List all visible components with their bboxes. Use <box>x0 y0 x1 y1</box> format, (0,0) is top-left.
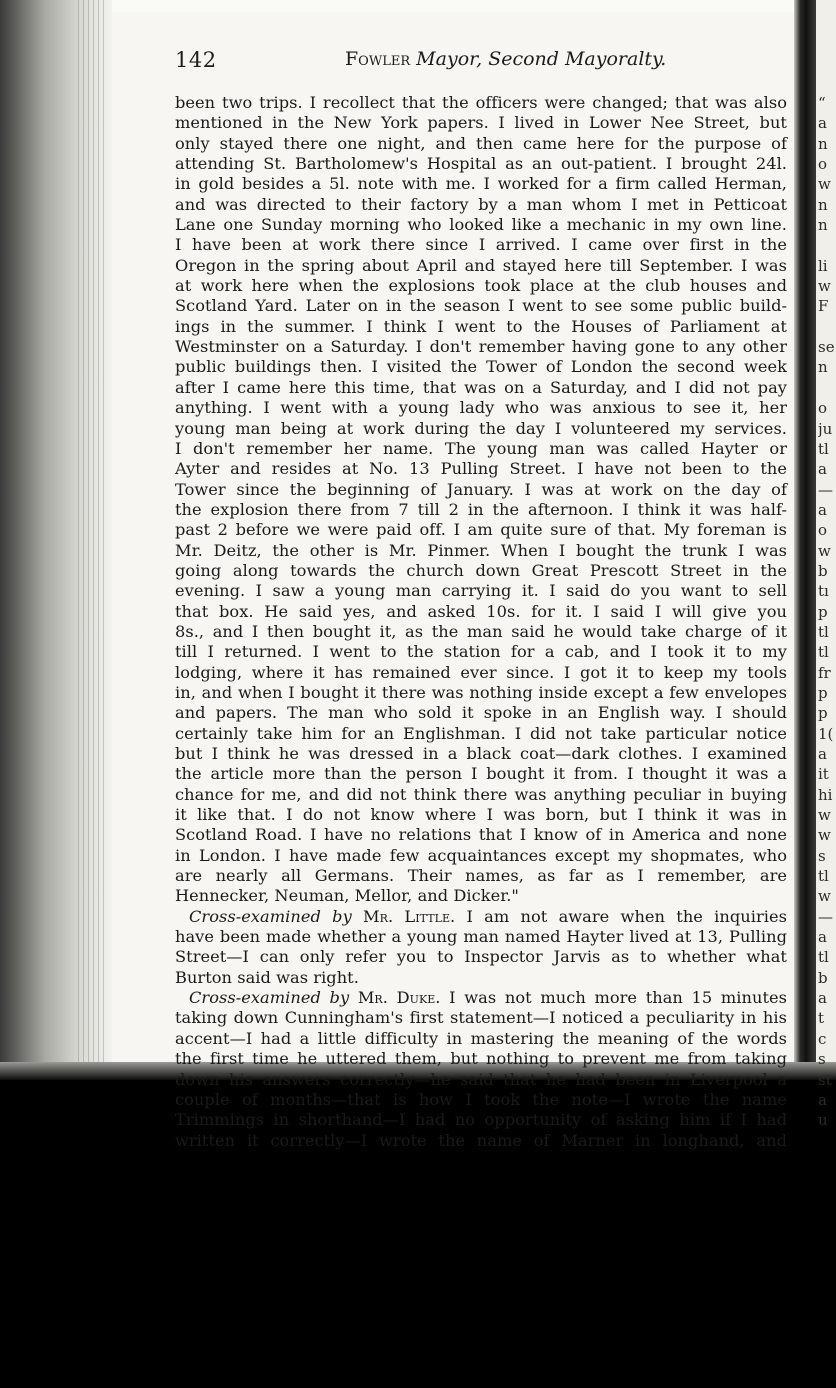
sliver-fragment: s <box>818 1050 826 1069</box>
text-line: Lane one Sunday morning who looked like a mechanic in my own line. <box>175 215 787 235</box>
sliver-fragment: — <box>818 480 833 499</box>
sliver-fragment: a <box>818 114 827 133</box>
text-line: Tower since the beginning of January. I was at work on the day of <box>175 479 787 499</box>
text-line: I have been at work there since I arrived. I came over first in the <box>175 235 787 255</box>
text-line: Hennecker, Neuman, Mellor, and Dicker." <box>175 886 519 906</box>
sliver-fragment: it <box>818 765 829 784</box>
text-line: Westminster on a Saturday. I don't remember having gone to any other <box>175 337 787 357</box>
sliver-fragment: p <box>818 602 828 621</box>
text-line: Burton said was right. <box>175 967 359 987</box>
text-line: after I came here this time, that was on a Saturday, and I did not pay <box>175 377 787 397</box>
text-line: ings in the summer. I think I went to the Houses of Parliament at <box>175 316 787 336</box>
text-line: Scotland Yard. Later on in the season I went to see some public build- <box>175 296 787 316</box>
text-line: going along towards the church down Great Prescott Street in the <box>175 560 787 580</box>
sliver-fragment: w <box>818 541 831 560</box>
sliver-fragment: hi <box>818 785 833 804</box>
text-line: accent—I had a little difficulty in mastering the meaning of the words <box>175 1028 787 1048</box>
text-line: lodging, where it has remained ever since. I got it to keep my tools <box>175 662 787 682</box>
sliver-fragment: t <box>818 1009 825 1028</box>
text-line: the first time he uttered them, but nothing to prevent me from taking <box>175 1049 787 1069</box>
text-line: certainly take him for an Englishman. I did not take particular notice <box>175 723 787 743</box>
text-line: Ayter and resides at No. 13 Pulling Street. I have not been to the <box>175 459 787 479</box>
sliver-fragment <box>818 235 836 255</box>
sliver-fragment: a <box>818 500 827 519</box>
page-number: 142 <box>175 48 217 72</box>
body-text <box>175 93 787 1151</box>
running-head <box>175 48 775 78</box>
next-page-text-sliver <box>818 93 836 1131</box>
text-line: the explosion there from 7 till 2 in the afternoon. I think it was half- <box>175 499 787 519</box>
text-line: the article more than the person I bought it from. I thought it was a <box>175 764 787 784</box>
text-line: Trimmings in shorthand—I had no opportunity of asking him if I had <box>175 1110 787 1130</box>
header-subtitle: Mayor, Second Mayoralty. <box>416 48 667 70</box>
sliver-fragment: o <box>818 155 828 174</box>
text-line: young man being at work during the day I volunteered my services. <box>175 418 787 438</box>
sliver-fragment: a <box>818 745 827 763</box>
sliver-fragment: tl <box>818 622 829 641</box>
text-line: couple of months—that is how I took the note—I wrote the name <box>175 1089 787 1109</box>
sliver-fragment: tl <box>818 643 829 662</box>
text-line: chance for me, and did not think there was anything peculiar in buying <box>175 784 787 804</box>
sliver-fragment: w <box>818 277 831 296</box>
sliver-fragment: p <box>818 704 828 723</box>
sliver-fragment: a <box>818 989 827 1008</box>
text-line: past 2 before we were paid off. I am quite sure of that. My foreman is <box>175 520 787 540</box>
text-line: and was directed to their factory by a man whom I met in Petticoat <box>175 194 787 214</box>
text-line: Mr. Deitz, the other is Mr. Pinmer. When I bought the trunk I was <box>175 540 787 560</box>
counsel-name: Mr. Duke. <box>357 988 441 1008</box>
text-line: mentioned in the New York papers. I lived in Lower Nee Street, but <box>175 113 787 133</box>
text-line: that box. He said yes, and asked 10s. for it. I said I will give you <box>175 601 787 621</box>
text-line: 8s., and I then bought it, as the man said he would take charge of it <box>175 621 787 641</box>
sliver-fragment: o <box>818 399 828 418</box>
text-line: down his answers correctly—he said that he had been in Liverpool a <box>175 1069 787 1089</box>
sliver-fragment: a <box>818 928 827 947</box>
sliver-fragment: 1( <box>818 724 834 743</box>
text-line: but I think he was dressed in a black coat—dark clothes. I examined <box>175 744 787 763</box>
sliver-fragment: n <box>818 358 828 377</box>
header-title <box>345 48 666 70</box>
text-line <box>175 988 787 1008</box>
sliver-fragment: “ <box>818 94 826 112</box>
line-text: I am not aware when the inquiries <box>455 906 787 926</box>
sliver-fragment: li <box>818 256 828 275</box>
text-line: attending St. Bartholomew's Hospital as an out-patient. I brought 24l. <box>175 154 787 174</box>
sliver-fragment: n <box>818 216 828 235</box>
text-line: in gold besides a 5l. note with me. I worked for a firm called Herman, <box>175 174 787 194</box>
text-line: in London. I have made few acquaintances except my shopmates, who <box>175 845 787 865</box>
text-line: it like that. I do not know where I was born, but I think it was in <box>175 805 787 825</box>
sliver-fragment: n <box>818 134 828 153</box>
sliver-fragment: F <box>818 297 829 316</box>
text-line <box>175 907 787 927</box>
sliver-fragment: p <box>818 683 828 702</box>
text-line: only stayed there one night, and then came here for the purpose of <box>175 133 787 153</box>
sliver-fragment: c <box>818 1029 827 1048</box>
text-line: written it correctly—I wrote the name of Marner in longhand, and <box>175 1130 787 1150</box>
text-line: taking down Cunningham's first statement—I noticed a peculiarity in his <box>175 1008 787 1028</box>
header-name: Fowler <box>345 48 411 70</box>
text-line: and papers. The man who sold it spoke in an English way. I should <box>175 703 787 723</box>
sliver-fragment: u <box>818 1111 828 1130</box>
sliver-fragment <box>818 317 836 337</box>
text-line: have been made whether a young man named Hayter lived at 13, Pulling <box>175 927 787 947</box>
counsel-name: Mr. Little. <box>363 906 456 926</box>
sliver-fragment: tl <box>818 948 829 967</box>
text-line: I don't remember her name. The young man was called Hayter or <box>175 438 787 458</box>
sliver-fragment: w <box>818 175 831 194</box>
text-line: been two trips. I recollect that the officers were changed; that was also <box>175 93 787 112</box>
sliver-fragment: w <box>818 887 831 906</box>
text-line: at work here when the explosions took place at the club houses and <box>175 276 787 296</box>
text-line: evening. I saw a young man carrying it. I said do you want to sell <box>175 581 787 601</box>
sliver-fragment: a <box>818 460 827 479</box>
sliver-fragment <box>818 378 836 398</box>
cross-examined-label: Cross-examined by <box>189 906 364 926</box>
text-line: are nearly all Germans. Their names, as far as I remember, are <box>175 866 787 886</box>
sliver-fragment: w <box>818 826 831 845</box>
sliver-fragment: b <box>818 561 828 580</box>
sliver-fragment: tl <box>818 439 829 458</box>
text-line: in, and when I bought it there was nothing inside except a few envelopes <box>175 682 787 702</box>
sliver-fragment: tı <box>818 582 829 601</box>
text-line: Scotland Road. I have no relations that I know of in America and none <box>175 825 787 845</box>
testimony-paragraph <box>175 93 787 907</box>
sliver-fragment: st <box>818 1070 832 1089</box>
sliver-fragment: tl <box>818 867 829 886</box>
cross-examined-label: Cross-examined by <box>189 988 358 1008</box>
sliver-fragment: ju <box>818 419 833 438</box>
line-text: I was not much more than 15 minutes <box>440 988 788 1008</box>
sliver-fragment: w <box>818 806 831 825</box>
binding-stitch-lines <box>78 0 108 1078</box>
cross-examination-duke <box>175 988 787 1151</box>
cross-examination-little <box>175 907 787 988</box>
text-line: till I returned. I went to the station for a cab, and I took it to my <box>175 642 787 662</box>
text-line: anything. I went with a young lady who was anxious to see it, her <box>175 398 787 418</box>
sliver-fragment: n <box>818 195 828 214</box>
sliver-fragment: fr <box>818 663 831 682</box>
sliver-fragment: a <box>818 1090 827 1109</box>
text-line: public buildings then. I visited the Tower of London the second week <box>175 357 787 377</box>
sliver-fragment: o <box>818 521 828 540</box>
sliver-fragment: — <box>818 907 833 926</box>
sliver-fragment: s <box>818 846 826 865</box>
sliver-fragment: se <box>818 338 835 357</box>
book-spine-shadow <box>794 0 816 1078</box>
text-line: Street—I can only refer you to Inspector Jarvis as to whether what <box>175 947 787 967</box>
sliver-fragment: b <box>818 968 828 987</box>
text-line: Oregon in the spring about April and stayed here till September. I was <box>175 255 787 275</box>
